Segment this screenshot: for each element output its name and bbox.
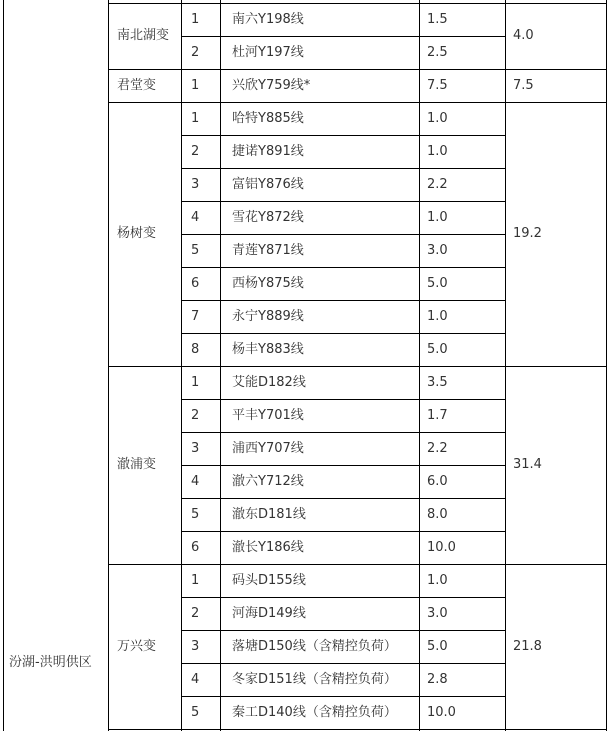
line-number-cell: 2 [191, 143, 200, 159]
line-load-cell: 5.0 [427, 638, 448, 654]
group-divider [108, 729, 607, 730]
substation-total-cell: 4.0 [513, 28, 534, 43]
line-load-cell: 2.8 [427, 671, 448, 687]
line-load-cell: 5.0 [427, 275, 448, 291]
line-load-cell: 10.0 [427, 704, 456, 720]
line-name-cell: 澈六Y712线 [232, 473, 304, 489]
row-divider [181, 333, 506, 334]
line-load-cell: 1.0 [427, 572, 448, 588]
line-number-cell: 1 [191, 374, 200, 390]
group-divider [108, 102, 607, 103]
row-divider [181, 663, 506, 664]
line-name-cell: 澈东D181线 [232, 506, 306, 522]
line-number-cell: 1 [191, 572, 200, 588]
line-name-cell: 青莲Y871线 [232, 242, 304, 258]
line-load-cell: 1.0 [427, 143, 448, 159]
line-name-cell: 艾能D182线 [232, 374, 306, 390]
row-divider [181, 696, 506, 697]
substation-name-cell: 南北湖变 [117, 28, 170, 43]
line-number-cell: 6 [191, 539, 200, 555]
line-name-cell: 浦西Y707线 [232, 440, 304, 456]
line-number-cell: 6 [191, 275, 200, 291]
line-number-cell: 4 [191, 473, 200, 489]
substation-name-cell: 澈浦变 [117, 457, 157, 472]
line-number-cell: 2 [191, 44, 200, 60]
line-name-cell: 兴欣Y759线* [232, 77, 311, 93]
line-number-cell: 1 [191, 11, 200, 27]
line-load-cell: 3.0 [427, 242, 448, 258]
group-divider [108, 366, 607, 367]
line-number-cell: 3 [191, 638, 200, 654]
row-divider [181, 531, 506, 532]
substation-total-cell: 19.2 [513, 226, 542, 241]
line-name-cell: 平丰Y701线 [232, 407, 304, 423]
line-name-cell: 雪花Y872线 [232, 209, 304, 225]
row-divider [181, 135, 506, 136]
row-divider [181, 168, 506, 169]
line-number-cell: 3 [191, 176, 200, 192]
line-load-cell: 5.0 [427, 341, 448, 357]
row-divider [181, 465, 506, 466]
line-name-cell: 永宁Y889线 [232, 308, 304, 324]
line-number-cell: 1 [191, 110, 200, 126]
row-divider [181, 234, 506, 235]
line-name-cell: 哈特Y885线 [232, 110, 304, 126]
row-divider [181, 267, 506, 268]
substation-name-cell: 杨树变 [117, 226, 157, 241]
row-divider [181, 36, 506, 37]
row-divider [181, 630, 506, 631]
line-number-cell: 7 [191, 308, 200, 324]
line-number-cell: 2 [191, 605, 200, 621]
substation-total-cell: 21.8 [513, 638, 542, 654]
line-number-cell: 2 [191, 407, 200, 423]
line-name-cell: 杨丰Y883线 [232, 341, 304, 357]
line-number-cell: 5 [191, 506, 200, 522]
grid-vline-0 [3, 0, 4, 731]
line-load-cell: 3.5 [427, 374, 448, 390]
line-load-cell: 1.0 [427, 209, 448, 225]
row-divider [181, 399, 506, 400]
row-divider [181, 201, 506, 202]
substation-name-cell: 君堂变 [117, 77, 157, 93]
line-load-cell: 8.0 [427, 506, 448, 522]
line-load-cell: 7.5 [427, 77, 448, 93]
line-name-cell: 冬家D151线（含精控负荷） [232, 671, 397, 687]
line-number-cell: 5 [191, 704, 200, 720]
line-name-cell: 落塘D150线（含精控负荷） [232, 638, 397, 654]
line-load-cell: 6.0 [427, 473, 448, 489]
line-load-cell: 2.5 [427, 44, 448, 60]
line-number-cell: 4 [191, 671, 200, 687]
line-load-cell: 3.0 [427, 605, 448, 621]
line-name-cell: 码头D155线 [232, 572, 306, 588]
group-divider [108, 69, 607, 70]
line-name-cell: 澈长Y186线 [232, 539, 304, 555]
row-divider [181, 432, 506, 433]
line-name-cell: 富铝Y876线 [232, 176, 304, 192]
line-number-cell: 3 [191, 440, 200, 456]
line-load-cell: 1.7 [427, 407, 448, 423]
line-number-cell: 4 [191, 209, 200, 225]
substation-total-cell: 31.4 [513, 457, 542, 472]
line-load-cell: 2.2 [427, 176, 448, 192]
row-divider [181, 498, 506, 499]
line-number-cell: 1 [191, 77, 200, 93]
group-divider [108, 3, 607, 4]
line-name-cell: 秦工D140线（含精控负荷） [232, 704, 397, 720]
line-name-cell: 南六Y198线 [232, 11, 304, 27]
line-name-cell: 杜河Y197线 [232, 44, 304, 60]
line-number-cell: 5 [191, 242, 200, 258]
row-divider [181, 300, 506, 301]
line-name-cell: 河海D149线 [232, 605, 306, 621]
line-load-cell: 1.5 [427, 11, 448, 27]
line-load-cell: 1.0 [427, 110, 448, 126]
region-cell: 汾湖-洪明供区 [9, 655, 92, 670]
line-name-cell: 捷诺Y891线 [232, 143, 304, 159]
line-load-cell: 10.0 [427, 539, 456, 555]
line-load-cell: 2.2 [427, 440, 448, 456]
line-load-cell: 1.0 [427, 308, 448, 324]
group-divider [108, 564, 607, 565]
substation-total-cell: 7.5 [513, 77, 534, 93]
substation-name-cell: 万兴变 [117, 638, 157, 654]
line-number-cell: 8 [191, 341, 200, 357]
row-divider [181, 597, 506, 598]
line-name-cell: 西杨Y875线 [232, 275, 304, 291]
